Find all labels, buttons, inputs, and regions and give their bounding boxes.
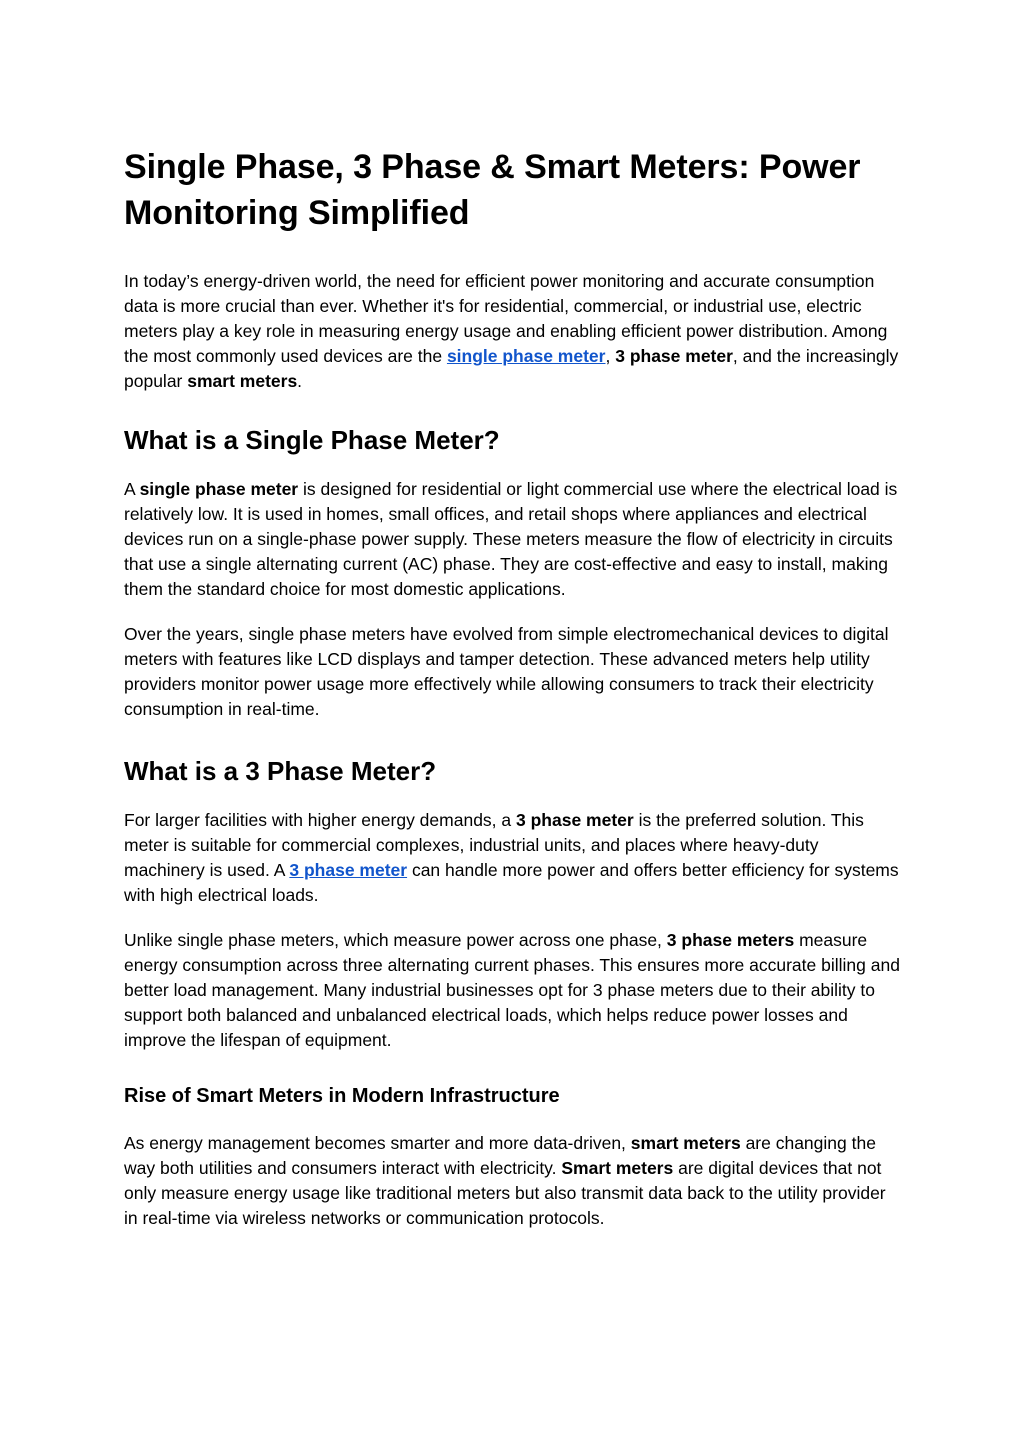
section-heading-3-phase: What is a 3 Phase Meter? <box>124 756 437 786</box>
intro-text-3: , and the increasingly popular <box>124 346 899 391</box>
three-phase-paragraph-1 <box>124 808 904 908</box>
text: are changing the way both utilities and consumers interact with electricity. <box>124 1133 876 1178</box>
section-heading-smart-meters: Rise of Smart Meters in Modern Infrastructure <box>124 1085 560 1107</box>
bold-smart-meters-2: Smart meters <box>561 1158 674 1178</box>
intro-text-2: , <box>605 346 616 366</box>
text: can handle more power and offers better efficiency for systems with high electrical loads. <box>124 860 899 905</box>
text: is designed for residential or light commercial use where the electrical load is relatively low. It is used in homes, small offices, and retail shops where appliances and electrical devices run on a single-phase power supply. These meters measure the flow of electricity in circuits that use a single alternating current (AC) phase. They are cost-effective and easy to install, making them the standard choice for most domestic applications. <box>124 479 898 599</box>
section-heading-single-phase: What is a Single Phase Meter? <box>124 425 500 455</box>
text: measure energy consumption across three alternating current phases. This ensures more accurate billing and better load management. Many industrial businesses opt for 3 phase meters due to their ability to support both balanced and unbalanced electrical loads, which helps reduce power losses and improve the lifespan of equipment. <box>124 930 900 1050</box>
text: A <box>124 479 140 499</box>
page-title: Single Phase, 3 Phase & Smart Meters: Power Monitoring Simplified <box>124 148 861 232</box>
bold-single-phase-meter: single phase meter <box>139 479 299 499</box>
text: As energy management becomes smarter and more data-driven, <box>124 1133 631 1153</box>
document-page <box>124 144 904 1251</box>
bold-3-phase-meters: 3 phase meters <box>666 930 795 950</box>
intro-bold-smart-meters: smart meters <box>187 371 298 391</box>
3-phase-meter-link[interactable]: 3 phase meter <box>289 860 408 880</box>
bold-3-phase-meter: 3 phase meter <box>516 810 634 830</box>
intro-paragraph <box>124 269 904 394</box>
text: are digital devices that not only measure energy usage like traditional meters but also transmit data back to the utility provider in real-time via wireless networks or communication protocols. <box>124 1158 886 1228</box>
single-phase-paragraph-2: Over the years, single phase meters have evolved from simple electromechanical devices to digital meters with features like LCD displays and tamper detection. These advanced meters help utility providers monitor power usage more effectively while allowing consumers to track their electricity consumption in real-time. <box>124 624 889 719</box>
text: is the preferred solution. This meter is suitable for commercial complexes, industrial units, and places where heavy-duty machinery is used. A <box>124 810 864 880</box>
text: Unlike single phase meters, which measure power across one phase, <box>124 930 667 950</box>
intro-text-4: . <box>297 371 303 391</box>
bold-smart-meters: smart meters <box>630 1133 741 1153</box>
smart-meters-paragraph-1 <box>124 1131 904 1231</box>
text: For larger facilities with higher energy demands, a <box>124 810 516 830</box>
intro-text-1: In today’s energy-driven world, the need for efficient power monitoring and accurate consumption data is more crucial than ever. Whether it's for residential, commercial, or industrial use, electric meters play a key role in measuring energy usage and enabling efficient power distribution. Among the most commonly used devices are the <box>124 271 888 366</box>
single-phase-meter-link[interactable]: single phase meter <box>446 346 606 366</box>
intro-bold-3-phase-meter: 3 phase meter <box>615 346 733 366</box>
single-phase-paragraph-1 <box>124 477 904 602</box>
three-phase-paragraph-2 <box>124 928 904 1053</box>
